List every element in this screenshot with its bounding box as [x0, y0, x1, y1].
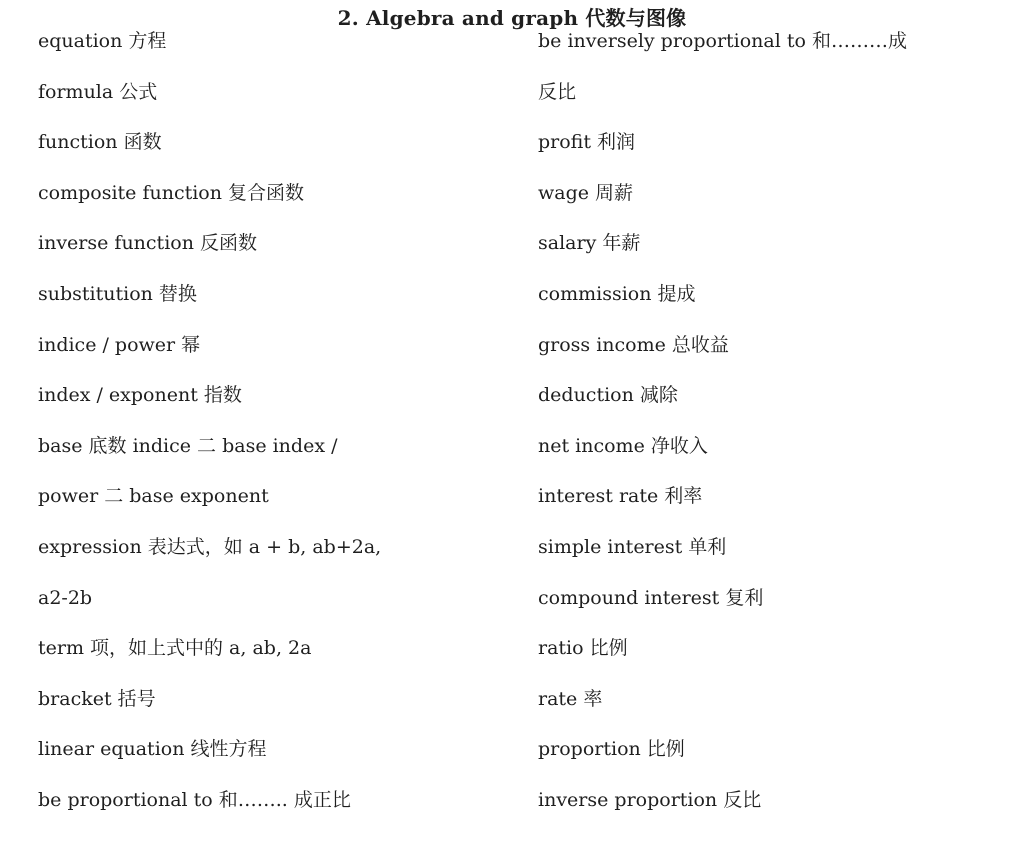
- vocab-entry: be inversely proportional to 和………成: [538, 30, 907, 52]
- vocab-entry: expression 表达式，如 a + b, ab+2a,: [38, 535, 382, 558]
- vocab-entry: proportion 比例: [538, 738, 685, 761]
- page-title: 2. Algebra and graph 代数与图像: [337, 6, 687, 30]
- vocab-entry: composite function 复合函数: [38, 181, 305, 204]
- vocab-entry: simple interest 单利: [538, 535, 727, 558]
- right-column: [538, 24, 1008, 834]
- vocab-entry: salary 年薪: [538, 232, 641, 255]
- vocab-entry: net income 净收入: [538, 434, 708, 457]
- vocab-entry: ratio 比例: [538, 637, 628, 660]
- vocab-entry: rate 率: [538, 687, 603, 710]
- vocab-entry: index / exponent 指数: [38, 384, 242, 407]
- vocab-entry: inverse proportion 反比: [538, 788, 762, 811]
- vocab-entry: inverse function 反函数: [38, 232, 257, 255]
- vocab-entry: commission 提成: [538, 282, 696, 305]
- vocab-entry: compound interest 复利: [538, 586, 764, 609]
- vocab-entry: indice / power 幂: [38, 333, 201, 356]
- vocab-entry: deduction 减除: [538, 384, 678, 407]
- vocab-entry: base 底数 indice 二 base index /: [38, 434, 338, 457]
- vocab-entry: substitution 替换: [38, 282, 197, 305]
- vocab-entry: profit 利润: [538, 131, 636, 154]
- vocab-entry: gross income 总收益: [538, 333, 729, 356]
- vocab-entry: bracket 括号: [38, 687, 156, 710]
- vocab-entry: linear equation 线性方程: [38, 738, 267, 761]
- vocab-entry: power 二 base exponent: [38, 485, 269, 508]
- vocab-entry: wage 周薪: [538, 181, 634, 204]
- vocab-entry: formula 公式: [38, 80, 158, 103]
- left-column: [38, 24, 508, 834]
- vocab-entry: 反比: [538, 80, 577, 103]
- vocab-entry: equation 方程: [38, 30, 167, 52]
- vocab-entry: function 函数: [38, 131, 162, 154]
- vocab-entry: a2-2b: [38, 586, 93, 609]
- vocab-entry: interest rate 利率: [538, 485, 703, 508]
- vocab-entry: term 项，如上式中的 a, ab, 2a: [38, 637, 312, 660]
- vocab-entry: be proportional to 和…….. 成正比: [38, 788, 351, 811]
